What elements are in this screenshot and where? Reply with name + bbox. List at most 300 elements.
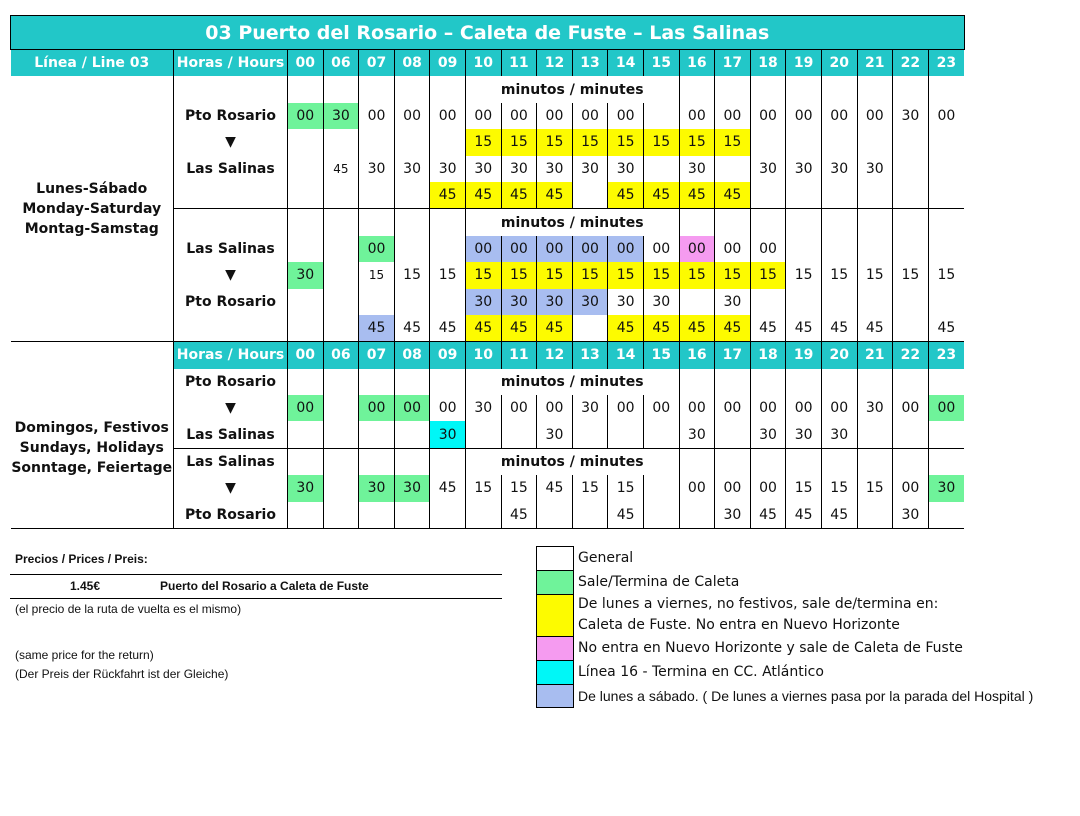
minute-cell	[288, 289, 324, 315]
minute-cell	[643, 475, 679, 501]
minute-cell: 30	[679, 156, 715, 182]
minute-cell	[786, 76, 822, 102]
minute-cell	[572, 182, 608, 209]
hour-header: 23	[928, 342, 964, 369]
stop-blank	[174, 182, 288, 209]
minute-cell: 00	[679, 475, 715, 501]
minute-cell	[857, 448, 893, 475]
minute-cell	[501, 421, 537, 448]
minute-cell	[928, 129, 964, 155]
minute-cell: 15	[786, 262, 822, 288]
minute-cell: 45	[928, 315, 964, 342]
minute-cell	[288, 209, 324, 236]
stop-origin: Las Salinas	[174, 448, 288, 475]
minute-cell	[893, 129, 929, 155]
minute-cell	[394, 421, 430, 448]
minute-cell	[323, 315, 359, 342]
minute-cell: 00	[394, 103, 430, 129]
hour-header: 08	[394, 342, 430, 369]
minute-cell	[821, 182, 857, 209]
hour-header: 23	[928, 50, 964, 77]
minute-cell: 30	[786, 421, 822, 448]
hour-header: 22	[893, 50, 929, 77]
minute-cell: 00	[750, 103, 786, 129]
minute-cell: 30	[857, 156, 893, 182]
minute-cell	[893, 421, 929, 448]
legend-text-line: De lunes a sábado. ( De lunes a viernes pasa por la parada del Hospital )	[578, 687, 1034, 704]
minute-cell: 15	[465, 262, 501, 288]
stop-blank	[174, 76, 288, 102]
minute-cell	[750, 448, 786, 475]
stop-blank	[174, 315, 288, 342]
direction-arrow: ▼	[174, 395, 288, 421]
minute-cell	[323, 448, 359, 475]
minute-cell: 45	[430, 315, 466, 342]
minutes-label: minutos / minutes	[465, 209, 679, 236]
hours-label: Horas / Hours	[174, 342, 288, 369]
minute-cell: 30	[893, 103, 929, 129]
minute-cell	[572, 502, 608, 529]
minute-cell	[537, 502, 573, 529]
minute-cell: 00	[501, 395, 537, 421]
minute-cell: 15	[501, 262, 537, 288]
minute-cell	[786, 448, 822, 475]
minute-cell: 45	[430, 182, 466, 209]
minute-cell: 30	[715, 289, 751, 315]
hour-header: 13	[572, 50, 608, 77]
minute-cell: 15	[821, 262, 857, 288]
minute-cell: 15	[394, 262, 430, 288]
minute-cell	[750, 129, 786, 155]
minute-cell	[643, 502, 679, 529]
hour-header: 18	[750, 50, 786, 77]
legend-item	[536, 546, 1076, 570]
minute-cell	[893, 448, 929, 475]
minute-cell: 15	[465, 129, 501, 155]
minute-cell	[643, 421, 679, 448]
minute-cell: 30	[821, 156, 857, 182]
minute-cell: 45	[537, 475, 573, 501]
stop-blank	[174, 209, 288, 236]
minute-cell: 15	[750, 262, 786, 288]
header-blank	[11, 342, 174, 369]
minute-cell: 45	[465, 182, 501, 209]
minute-cell	[679, 369, 715, 395]
minute-cell	[821, 209, 857, 236]
minute-cell: 30	[715, 502, 751, 529]
minute-cell: 00	[750, 475, 786, 501]
minute-cell: 45	[821, 315, 857, 342]
hour-header: 00	[288, 342, 324, 369]
minute-cell: 00	[537, 103, 573, 129]
minute-cell: 45	[501, 315, 537, 342]
minute-cell	[821, 448, 857, 475]
minute-cell	[893, 156, 929, 182]
minute-cell: 45	[679, 182, 715, 209]
minute-cell: 30	[821, 421, 857, 448]
minute-cell: 15	[465, 475, 501, 501]
minute-cell	[288, 421, 324, 448]
minute-cell: 00	[430, 395, 466, 421]
minute-cell	[928, 209, 964, 236]
minute-cell	[715, 156, 751, 182]
minute-cell	[928, 289, 964, 315]
minute-cell: 15	[643, 129, 679, 155]
minute-cell	[928, 182, 964, 209]
legend-swatch	[536, 570, 574, 594]
minute-cell: 45	[608, 502, 644, 529]
minute-cell: 45	[750, 502, 786, 529]
hour-header: 19	[786, 50, 822, 77]
minute-cell: 30	[857, 395, 893, 421]
minute-cell	[394, 209, 430, 236]
minute-cell	[359, 502, 395, 529]
legend-swatch	[536, 594, 574, 636]
minute-cell: 00	[679, 103, 715, 129]
minute-cell: 00	[608, 395, 644, 421]
minute-cell	[928, 156, 964, 182]
minute-cell	[893, 209, 929, 236]
minute-cell: 15	[715, 262, 751, 288]
minute-cell: 30	[750, 421, 786, 448]
legend-item	[536, 684, 1076, 708]
minute-cell: 30	[679, 421, 715, 448]
period-label-line: Domingos, Festivos	[14, 420, 169, 437]
minute-cell: 30	[394, 475, 430, 501]
stop-origin: Las Salinas	[174, 236, 288, 262]
stop-destination: Pto Rosario	[174, 289, 288, 315]
legend-swatch	[536, 660, 574, 684]
minute-cell	[359, 289, 395, 315]
minute-cell	[750, 209, 786, 236]
hour-header: 21	[857, 342, 893, 369]
minute-cell	[288, 369, 324, 395]
minute-cell: 15	[608, 262, 644, 288]
minute-cell	[323, 502, 359, 529]
hours-label: Horas / Hours	[174, 50, 288, 77]
legend-text-line: Caleta de Fuste. No entra en Nuevo Horizonte	[578, 617, 900, 633]
minute-cell: 00	[821, 395, 857, 421]
price-note-de: (Der Preis der Rückfahrt ist der Gleiche)	[15, 667, 229, 681]
minute-cell: 30	[465, 395, 501, 421]
minute-cell	[394, 182, 430, 209]
minute-cell	[394, 289, 430, 315]
minute-cell	[288, 448, 324, 475]
hour-header: 20	[821, 50, 857, 77]
minute-cell	[715, 76, 751, 102]
minute-cell: 30	[572, 156, 608, 182]
minute-cell: 15	[608, 129, 644, 155]
minute-cell	[893, 182, 929, 209]
minute-cell: 00	[679, 395, 715, 421]
period-label-line: Sundays, Holidays	[19, 440, 164, 457]
minute-cell	[679, 76, 715, 102]
minutes-label: minutos / minutes	[465, 76, 679, 102]
minute-cell: 00	[608, 103, 644, 129]
price-amount: 1.45€	[69, 579, 101, 593]
minute-cell: 00	[857, 103, 893, 129]
minute-cell: 15	[857, 475, 893, 501]
hour-header: 09	[430, 50, 466, 77]
minute-cell	[465, 421, 501, 448]
hour-header: 07	[359, 342, 395, 369]
legend-text	[574, 636, 963, 660]
minute-cell	[359, 369, 395, 395]
minute-cell: 15	[572, 262, 608, 288]
color-legend	[536, 546, 1076, 708]
hour-header: 17	[715, 342, 751, 369]
minute-cell	[465, 502, 501, 529]
minute-cell	[359, 421, 395, 448]
legend-item	[536, 636, 1076, 660]
legend-item	[536, 570, 1076, 594]
hour-header: 06	[323, 50, 359, 77]
minute-cell	[359, 448, 395, 475]
minute-cell	[394, 129, 430, 155]
minute-cell	[394, 369, 430, 395]
minute-cell	[323, 421, 359, 448]
minute-cell: 30	[501, 156, 537, 182]
minute-cell: 15	[537, 129, 573, 155]
minute-cell: 30	[288, 262, 324, 288]
legend-text-line: Sale/Termina de Caleta	[578, 573, 740, 590]
minute-cell: 15	[537, 262, 573, 288]
minute-cell	[288, 129, 324, 155]
minute-cell: 00	[465, 103, 501, 129]
minute-cell: 45	[643, 315, 679, 342]
minute-cell: 00	[679, 236, 715, 262]
minute-cell	[394, 502, 430, 529]
minute-cell: 45	[465, 315, 501, 342]
direction-arrow: ▼	[174, 262, 288, 288]
minute-cell	[288, 236, 324, 262]
minute-cell: 45	[430, 475, 466, 501]
legend-text	[574, 546, 633, 570]
minute-cell	[857, 209, 893, 236]
hour-header: 16	[679, 342, 715, 369]
minute-cell	[572, 421, 608, 448]
minute-cell: 00	[821, 103, 857, 129]
minute-cell: 00	[928, 395, 964, 421]
minute-cell: 15	[821, 475, 857, 501]
line-label: Línea / Line 03	[11, 50, 174, 77]
minute-cell: 15	[501, 129, 537, 155]
minute-cell: 30	[394, 156, 430, 182]
minute-cell	[893, 289, 929, 315]
minute-cell: 45	[608, 182, 644, 209]
legend-swatch	[536, 636, 574, 660]
direction-arrow: ▼	[174, 475, 288, 501]
minute-cell: 30	[572, 289, 608, 315]
legend-text	[574, 684, 1033, 708]
minute-cell: 30	[608, 156, 644, 182]
minute-cell: 45	[750, 315, 786, 342]
minute-cell: 45	[501, 182, 537, 209]
minute-cell: 00	[501, 236, 537, 262]
minute-cell: 45	[359, 315, 395, 342]
minute-cell: 45	[821, 502, 857, 529]
minute-cell: 45	[394, 315, 430, 342]
minute-cell: 00	[537, 395, 573, 421]
minute-cell: 00	[715, 236, 751, 262]
stop-destination: Las Salinas	[174, 156, 288, 182]
hour-header: 06	[323, 342, 359, 369]
minutes-label: minutos / minutes	[465, 369, 679, 395]
minute-cell: 30	[786, 156, 822, 182]
minute-cell: 30	[643, 289, 679, 315]
minute-cell	[323, 369, 359, 395]
minute-cell: 00	[537, 236, 573, 262]
minute-cell	[430, 369, 466, 395]
minute-cell: 30	[430, 421, 466, 448]
minute-cell	[430, 448, 466, 475]
minute-cell	[786, 369, 822, 395]
minute-cell: 30	[572, 395, 608, 421]
minute-cell: 00	[359, 395, 395, 421]
minute-cell	[750, 369, 786, 395]
minute-cell	[821, 236, 857, 262]
minute-cell	[928, 421, 964, 448]
minute-cell: 00	[359, 236, 395, 262]
stop-origin: Pto Rosario	[174, 369, 288, 395]
minute-cell	[430, 236, 466, 262]
stop-destination: Las Salinas	[174, 421, 288, 448]
legend-text-line: No entra en Nuevo Horizonte y sale de Caleta de Fuste	[578, 639, 963, 656]
minute-cell	[857, 236, 893, 262]
minute-cell: 45	[786, 315, 822, 342]
minute-cell	[857, 289, 893, 315]
minute-cell	[679, 289, 715, 315]
minute-cell	[893, 236, 929, 262]
minute-cell	[857, 421, 893, 448]
minute-cell	[323, 129, 359, 155]
minute-cell: 15	[608, 475, 644, 501]
minute-cell	[750, 76, 786, 102]
minute-cell: 00	[572, 103, 608, 129]
minute-cell	[323, 236, 359, 262]
minute-cell: 00	[715, 395, 751, 421]
hour-header: 19	[786, 342, 822, 369]
minute-cell: 15	[715, 129, 751, 155]
hour-header: 15	[643, 50, 679, 77]
minute-cell	[893, 369, 929, 395]
minute-cell: 00	[288, 395, 324, 421]
legend-item	[536, 594, 1076, 636]
period-label-line: Lunes-Sábado	[36, 180, 148, 197]
minute-cell	[323, 209, 359, 236]
weekday-period-label	[11, 76, 174, 341]
minute-cell: 00	[572, 236, 608, 262]
minute-cell: 45	[323, 156, 359, 182]
minute-cell: 15	[572, 129, 608, 155]
legend-text-line: General	[578, 549, 634, 566]
hour-header: 10	[465, 342, 501, 369]
hour-header: 12	[537, 50, 573, 77]
minute-cell	[643, 103, 679, 129]
minute-cell	[288, 182, 324, 209]
minute-cell: 30	[359, 156, 395, 182]
minute-cell: 45	[537, 315, 573, 342]
minute-cell	[288, 315, 324, 342]
minute-cell	[786, 182, 822, 209]
minute-cell	[715, 421, 751, 448]
minute-cell	[323, 395, 359, 421]
minute-cell: 00	[501, 103, 537, 129]
minute-cell: 45	[679, 315, 715, 342]
minute-cell: 30	[537, 156, 573, 182]
minute-cell: 30	[465, 156, 501, 182]
hour-header: 11	[501, 50, 537, 77]
minute-cell	[323, 475, 359, 501]
period-label-line: Sonntage, Feiertage	[11, 460, 173, 477]
legend-text	[574, 660, 824, 684]
minute-cell	[323, 76, 359, 102]
legend-text-line: De lunes a viernes, no festivos, sale de/termina en:	[578, 596, 939, 612]
minute-cell: 00	[643, 236, 679, 262]
hour-header: 00	[288, 50, 324, 77]
minute-cell: 45	[715, 182, 751, 209]
minute-cell	[857, 129, 893, 155]
minute-cell: 30	[288, 475, 324, 501]
minute-cell: 00	[608, 236, 644, 262]
minute-cell: 00	[750, 395, 786, 421]
minute-cell	[679, 448, 715, 475]
minute-cell	[359, 129, 395, 155]
hour-header: 14	[608, 50, 644, 77]
minute-cell: 00	[715, 475, 751, 501]
minute-cell	[928, 502, 964, 529]
minute-cell	[715, 369, 751, 395]
legend-text	[574, 570, 739, 594]
minute-cell	[430, 289, 466, 315]
legend-text	[574, 594, 938, 636]
minute-cell	[643, 156, 679, 182]
minute-cell	[323, 262, 359, 288]
hour-header: 12	[537, 342, 573, 369]
minute-cell: 00	[394, 395, 430, 421]
minute-cell	[288, 76, 324, 102]
minute-cell: 00	[430, 103, 466, 129]
minute-cell: 45	[715, 315, 751, 342]
minute-cell	[857, 369, 893, 395]
minute-cell	[928, 369, 964, 395]
hour-header: 14	[608, 342, 644, 369]
minute-cell: 15	[430, 262, 466, 288]
price-note-es: (el precio de la ruta de vuelta es el mismo)	[15, 602, 242, 616]
hour-header: 15	[643, 342, 679, 369]
minute-cell: 00	[359, 103, 395, 129]
minute-cell: 45	[537, 182, 573, 209]
minute-cell: 30	[430, 156, 466, 182]
hour-header: 22	[893, 342, 929, 369]
minute-cell	[786, 236, 822, 262]
timetable	[10, 15, 965, 529]
minute-cell	[857, 76, 893, 102]
minute-cell: 00	[893, 395, 929, 421]
minute-cell	[394, 76, 430, 102]
minute-cell	[928, 448, 964, 475]
minute-cell: 30	[750, 156, 786, 182]
direction-arrow: ▼	[174, 129, 288, 155]
minute-cell: 00	[288, 103, 324, 129]
minute-cell: 45	[501, 502, 537, 529]
minute-cell: 00	[786, 395, 822, 421]
minute-cell	[786, 129, 822, 155]
minute-cell	[857, 502, 893, 529]
minute-cell	[679, 502, 715, 529]
minute-cell	[821, 369, 857, 395]
minute-cell: 15	[679, 129, 715, 155]
